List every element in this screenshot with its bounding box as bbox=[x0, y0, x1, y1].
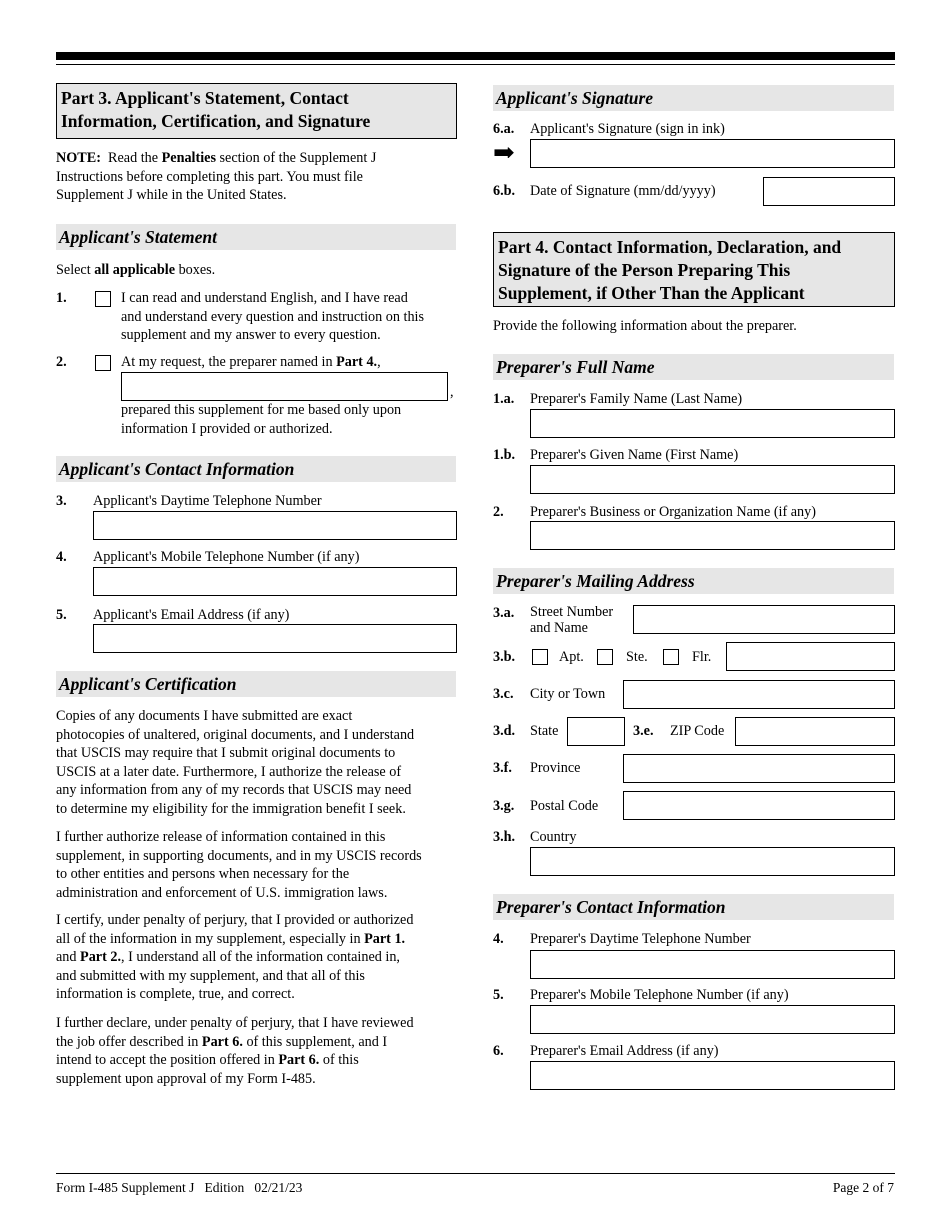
item-6b-number: 6.b. bbox=[493, 183, 516, 199]
item-5-preparer-label: Preparer's Mobile Telephone Number (if any) bbox=[530, 987, 789, 1003]
flr-checkbox[interactable] bbox=[663, 649, 679, 665]
applicant-signature-field[interactable] bbox=[530, 139, 895, 168]
item-3h-label: Country bbox=[530, 829, 577, 845]
apt-checkbox[interactable] bbox=[532, 649, 548, 665]
ste-checkbox[interactable] bbox=[597, 649, 613, 665]
item-6-preparer-label: Preparer's Email Address (if any) bbox=[530, 1043, 719, 1059]
item-3d-number: 3.d. bbox=[493, 723, 516, 739]
item-6a-label: Applicant's Signature (sign in ink) bbox=[530, 121, 725, 137]
applicant-mobile-phone-input[interactable] bbox=[93, 567, 457, 596]
flr-label: Flr. bbox=[692, 649, 712, 665]
apt-label: Apt. bbox=[559, 649, 584, 665]
item-3c-number: 3.c. bbox=[493, 686, 514, 702]
item-6-preparer-number: 6. bbox=[493, 1043, 504, 1059]
item-4-label: Applicant's Mobile Telephone Number (if any) bbox=[93, 549, 360, 565]
note-paragraph: NOTE: Read the Penalties section of the Supplement J Instructions before completing this part. You must file Supplement J while in the United States. bbox=[56, 150, 377, 203]
preparer-email-input[interactable] bbox=[530, 1061, 895, 1090]
item-2-number: 2. bbox=[56, 354, 67, 370]
part4-title: Part 4. Contact Information, Declaration, and Signature of the Person Preparing This Supplement, if Other Than the Applicant bbox=[493, 232, 895, 307]
item-3h-number: 3.h. bbox=[493, 829, 516, 845]
province-input[interactable] bbox=[623, 754, 895, 783]
item-1a-label: Preparer's Family Name (Last Name) bbox=[530, 391, 743, 407]
item-2-text-line1: At my request, the preparer named in Part 4., bbox=[121, 354, 381, 370]
item-3g-number: 3.g. bbox=[493, 798, 515, 814]
state-select[interactable] bbox=[567, 717, 625, 746]
item-4-number: 4. bbox=[56, 549, 67, 565]
applicant-certification-heading: Applicant's Certification bbox=[56, 671, 456, 697]
applicant-contact-heading: Applicant's Contact Information bbox=[56, 456, 456, 482]
certification-paragraph-1: Copies of any documents I have submitted are exact photocopies of unaltered, original documents, and I understand that USCIS may require that I submit original documents to USCIS at a later date. Furthermore, I authorize the release of any information from any of my records that USCIS may need to determine my eligibility for the immigration benefit I seek. bbox=[56, 708, 415, 817]
part3-title-line2: Information, Certification, and Signature bbox=[61, 111, 371, 131]
header-rule-thick bbox=[56, 52, 895, 60]
item-3-number: 3. bbox=[56, 493, 67, 509]
item-3f-label: Province bbox=[530, 760, 581, 776]
item-3-label: Applicant's Daytime Telephone Number bbox=[93, 493, 322, 509]
item-3e-label: ZIP Code bbox=[670, 723, 725, 739]
applicant-statement-heading: Applicant's Statement bbox=[56, 224, 456, 250]
item-1-checkbox[interactable] bbox=[95, 291, 111, 307]
footer-page-number: Page 2 of 7 bbox=[832, 1180, 894, 1195]
street-input[interactable] bbox=[633, 605, 895, 634]
certification-paragraph-3: I certify, under penalty of perjury, that I provided or authorized all of the information in my supplement, especially in Part 1. and Part 2., I understand all of the information contained in, and submitted with my supplement, and that all of this information is complete, true, and correct. bbox=[56, 912, 414, 1003]
note-label: NOTE: bbox=[56, 150, 101, 166]
item-3a-number: 3.a. bbox=[493, 605, 515, 621]
preparer-contact-heading: Preparer's Contact Information bbox=[493, 894, 894, 920]
preparer-mobile-phone-input[interactable] bbox=[530, 1005, 895, 1034]
city-input[interactable] bbox=[623, 680, 895, 709]
applicant-email-input[interactable] bbox=[93, 624, 457, 653]
preparer-daytime-phone-input[interactable] bbox=[530, 950, 895, 979]
footer-form-edition: Form I-485 Supplement J Edition 02/21/23 bbox=[56, 1180, 303, 1195]
item-1-text: I can read and understand English, and I have read and understand every question and instruction on this supplement and my answer to every question. bbox=[121, 290, 425, 343]
arrow-right-icon: ➡ bbox=[493, 138, 515, 167]
zip-code-input[interactable] bbox=[735, 717, 895, 746]
preparer-instruction: Provide the following information about the preparer. bbox=[493, 318, 797, 334]
ste-label: Ste. bbox=[626, 649, 648, 665]
item-4-preparer-number: 4. bbox=[493, 931, 504, 947]
footer-rule bbox=[56, 1173, 895, 1174]
part3-title-line1: Part 3. Applicant's Statement, Contact bbox=[61, 88, 349, 108]
preparer-full-name-heading: Preparer's Full Name bbox=[493, 354, 894, 380]
item-3g-label: Postal Code bbox=[530, 798, 599, 814]
postal-code-input[interactable] bbox=[623, 791, 895, 820]
item-2-preparer-number: 2. bbox=[493, 504, 504, 520]
country-input[interactable] bbox=[530, 847, 895, 876]
part3-title bbox=[56, 83, 457, 139]
item-3a-label: Street Number and Name bbox=[530, 604, 614, 636]
item-6a-number: 6.a. bbox=[493, 121, 515, 137]
item-6b-label: Date of Signature (mm/dd/yyyy) bbox=[530, 183, 716, 199]
certification-paragraph-2: I further authorize release of information contained in this supplement, in supporting documents, and in my USCIS records to other entities and persons when necessary for the administration and enforcement of U.S. immigration laws. bbox=[56, 829, 422, 901]
item-3d-label: State bbox=[530, 723, 559, 739]
header-rule-thin bbox=[56, 64, 895, 65]
item-1-number: 1. bbox=[56, 290, 67, 306]
item-5-number: 5. bbox=[56, 607, 67, 623]
item-1b-label: Preparer's Given Name (First Name) bbox=[530, 447, 739, 463]
item-2-preparer-label: Preparer's Business or Organization Name (if any) bbox=[530, 504, 816, 520]
preparer-given-name-input[interactable] bbox=[530, 465, 895, 494]
preparer-business-input[interactable] bbox=[530, 521, 895, 550]
unit-number-input[interactable] bbox=[726, 642, 895, 671]
item-3e-number: 3.e. bbox=[633, 723, 654, 739]
item-4-preparer-label: Preparer's Daytime Telephone Number bbox=[530, 931, 751, 947]
item-1b-number: 1.b. bbox=[493, 447, 516, 463]
item-2-comma: , bbox=[450, 384, 454, 400]
preparer-family-name-input[interactable] bbox=[530, 409, 895, 438]
certification-paragraph-4: I further declare, under penalty of perjury, that I have reviewed the job offer described in Part 6. of this supplement, and I intend to accept the position offered in Part 6. of this supplement upon approval of my Form I-485. bbox=[56, 1015, 414, 1087]
item-5-preparer-number: 5. bbox=[493, 987, 504, 1003]
item-3b-number: 3.b. bbox=[493, 649, 516, 665]
applicant-daytime-phone-input[interactable] bbox=[93, 511, 457, 540]
item-1a-number: 1.a. bbox=[493, 391, 515, 407]
item-2-text-rest: prepared this supplement for me based only upon information I provided or authorized. bbox=[121, 402, 402, 437]
select-instruction: Select all applicable boxes. bbox=[56, 262, 216, 278]
signature-date-input[interactable] bbox=[763, 177, 895, 206]
preparer-mailing-address-heading: Preparer's Mailing Address bbox=[493, 568, 894, 594]
item-2-checkbox[interactable] bbox=[95, 355, 111, 371]
item-5-label: Applicant's Email Address (if any) bbox=[93, 607, 290, 623]
preparer-name-field[interactable] bbox=[121, 372, 448, 401]
item-3f-number: 3.f. bbox=[493, 760, 512, 776]
applicant-signature-heading: Applicant's Signature bbox=[493, 85, 894, 111]
item-3c-label: City or Town bbox=[530, 686, 606, 702]
